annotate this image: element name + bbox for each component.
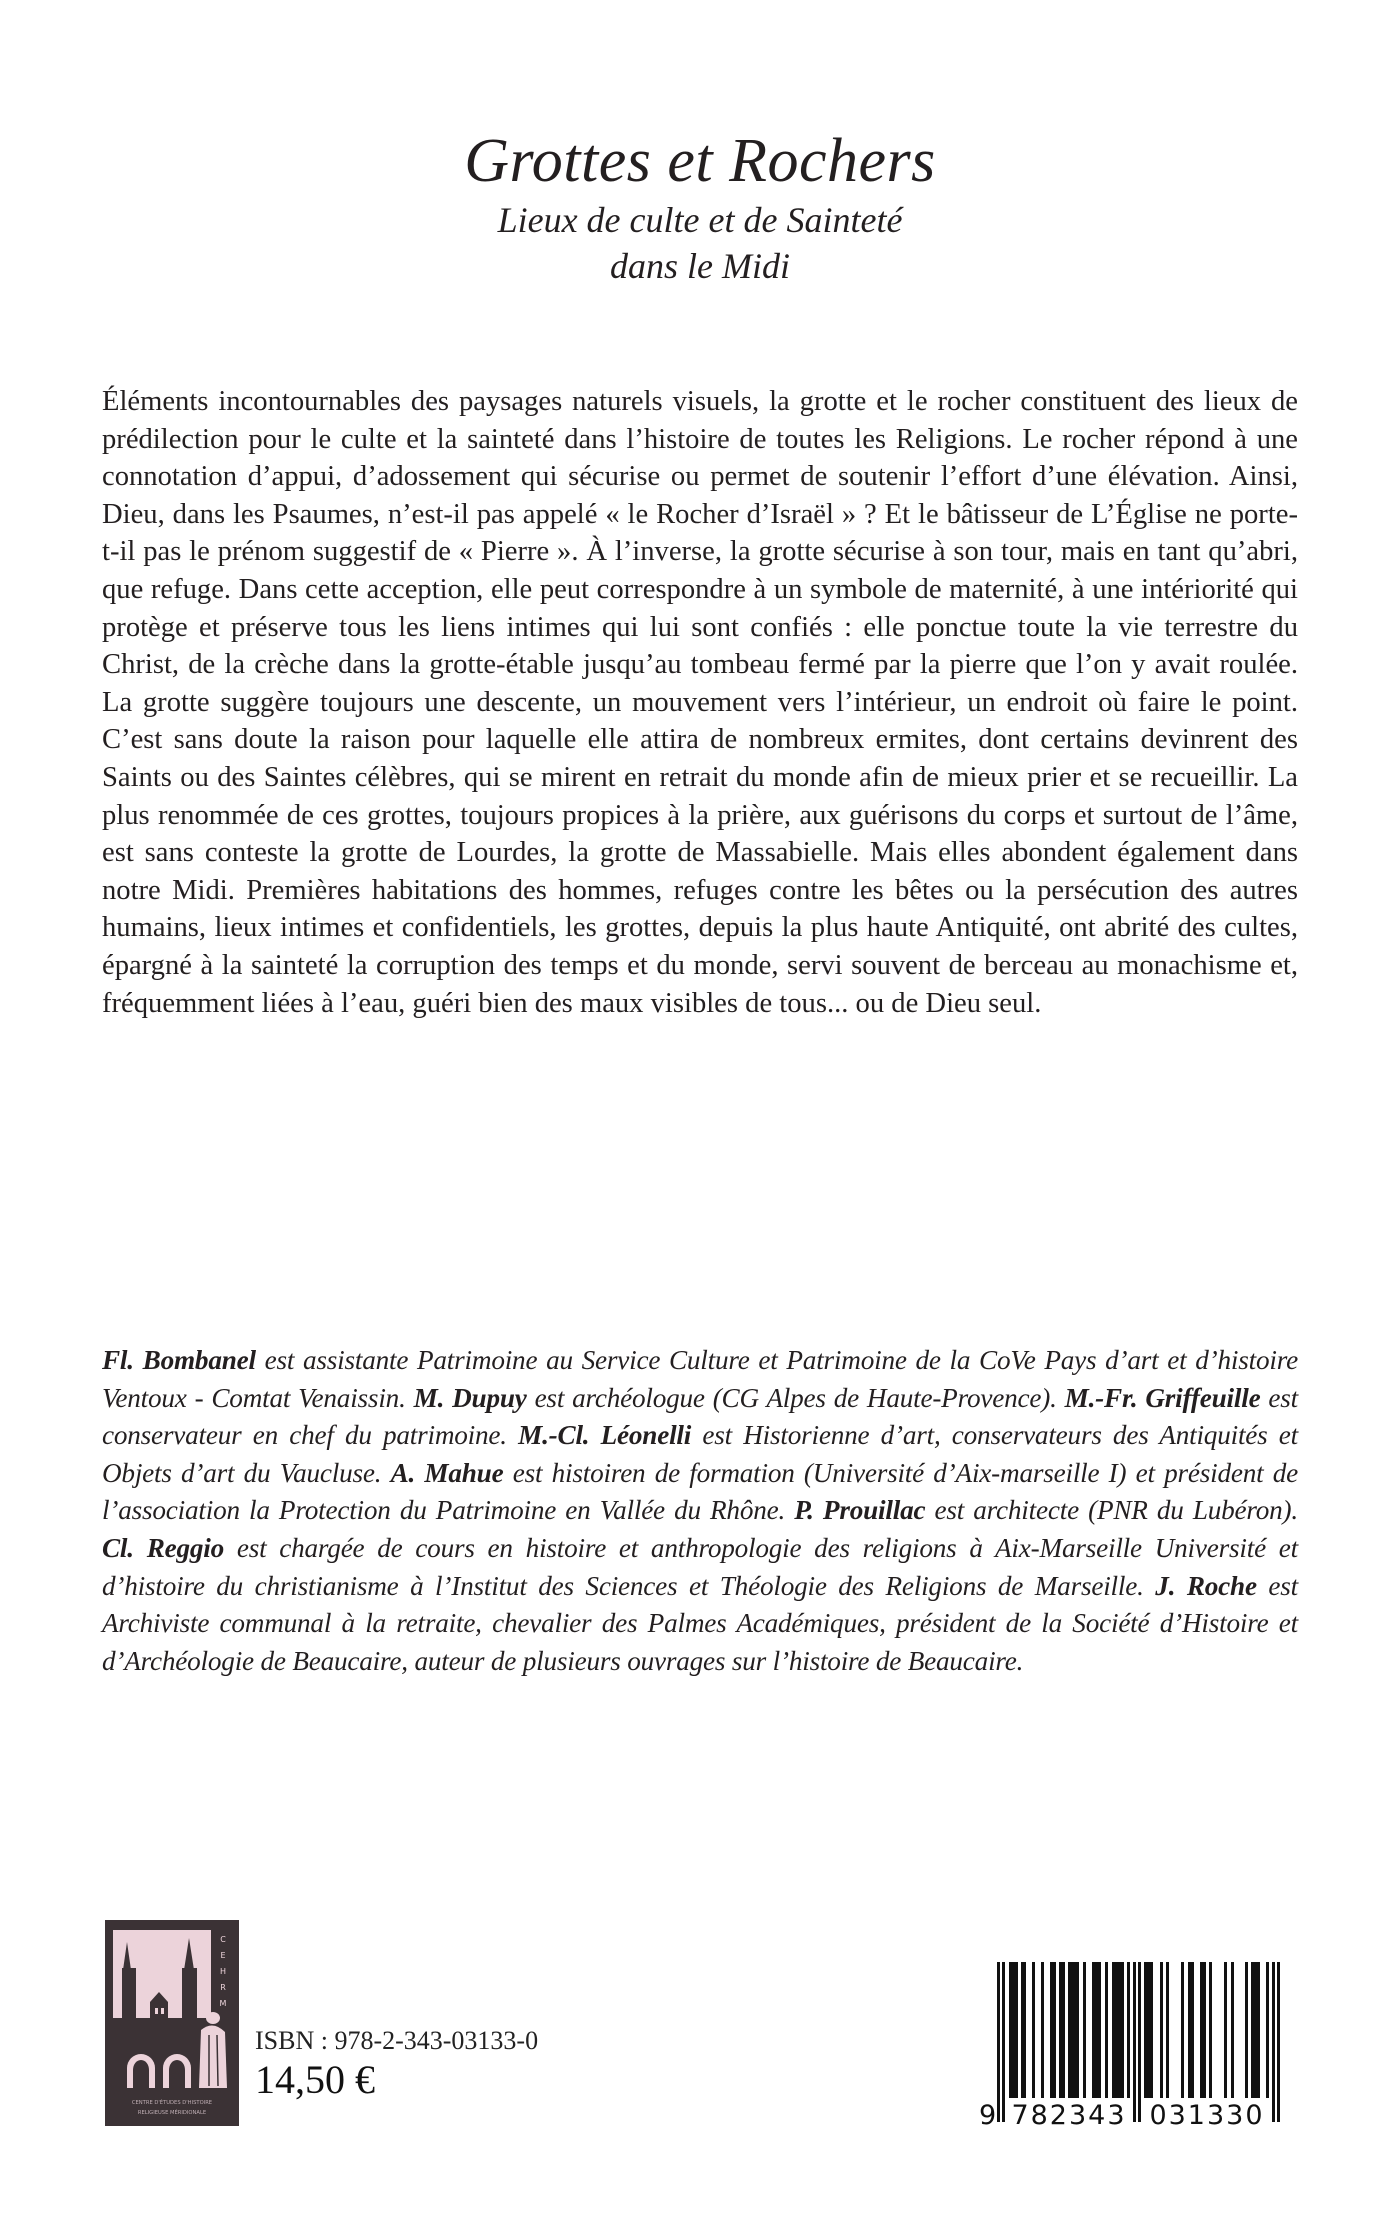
svg-text:E: E [220, 1951, 226, 1960]
author-name: J. Roche [1155, 1570, 1257, 1601]
publisher-logo [105, 1920, 239, 2126]
book-subtitle-line2: dans le Midi [610, 246, 790, 286]
book-subtitle-line1: Lieux de culte et de Sainteté [497, 200, 903, 240]
back-cover-blurb: Éléments incontournables des paysages naturels visuels, la grotte et le rocher constituent des lieux de prédilection pour le culte et la sainteté dans l’histoire de toutes les Religions. Le rocher répond à une connotation d’appui, d’adossement qui sécurise ou permet de soutenir l’effort d’une élévation. Ainsi, Dieu, dans les Psaumes, n’est-il pas appelé « le Rocher d’Israël » ? Et le bâtisseur de L’Église ne porte-t-il pas le prénom suggestif de « Pierre ». À l’inverse, la grotte sécurise à son tour, mais en tant qu’abri, que refuge. Dans cette acception, elle peut correspondre à un symbole de maternité, à une intériorité qui protège et préserve tous les liens intimes qui lui sont confiés : elle ponctue toute la vie terrestre du Christ, de la crèche dans la grotte-étable jusqu’au tombeau fermé par la pierre que l’on y avait roulée. La grotte suggère toujours une descente, un mouvement vers l’intérieur, un endroit où faire le point. C’est sans doute la raison pour laquelle elle attira de nombreux ermites, dont certains devinrent des Saints ou des Saintes célèbres, qui se mirent en retrait du monde afin de mieux prier et se recueillir. La plus renommée de ces grottes, toujours propices à la prière, aux guérisons du corps et surtout de l’âme, est sans conteste la grotte de Lourdes, la grotte de Massabielle. Mais elles abondent également dans notre Midi. Premières habitations des hommes, refuges contre les bêtes ou la persécution des autres humains, lieux intimes et confidentiels, les grottes, depuis la plus haute Antiquité, ont abrité des cultes, épargné à la sainteté la corruption des temps et du monde, servi souvent de berceau au monachisme et, fréquemment liées à l’eau, guéri bien des maux visibles de tous... ou de Dieu seul. [102, 386, 1298, 1019]
title-block [0, 125, 1400, 289]
svg-text:R: R [220, 1983, 226, 1992]
author-bio: est chargée de cours en histoire et anthropologie des religions à Aix-Marseille Université et d’histoire du christianisme à l’Institut des Sciences et Théologie des Religions de Marseille. [102, 1532, 1299, 1601]
author-name: A. Mahue [390, 1457, 504, 1488]
author-bio: est archéologue (CG Alpes de Haute-Provence). [526, 1382, 1065, 1413]
author-bio: est architecte (PNR du Lubéron). [925, 1495, 1298, 1526]
author-name: M.-Cl. Léonelli [518, 1420, 692, 1451]
isbn-label: ISBN : 978-2-343-03133-0 [255, 2026, 539, 2055]
logo-caption-line1: CENTRE D'ÉTUDES D'HISTOIRE [131, 2100, 213, 2106]
author-bio: est Archiviste communal à la retraite, chevalier des Palmes Académiques, président de la Société d’Histoire et d’Archéologie de Beaucaire, auteur de plusieurs ouvrages sur l’histoire de Beaucaire. [102, 1570, 1298, 1676]
author-name: P. Prouillac [794, 1495, 926, 1526]
barcode-left-digits: 782343 [1011, 2100, 1127, 2131]
author-name: M. Dupuy [413, 1382, 527, 1413]
author-bio: est assistante Patrimoine au Service Culture et Patrimoine de la CoVe Pays d’art et d’histoire Ventoux - Comtat Venaissin. [102, 1345, 1298, 1413]
ean13-barcode-icon [975, 1958, 1305, 2143]
svg-text:M: M [219, 1999, 227, 2008]
book-title: Grottes et Rochers [464, 127, 936, 195]
author-name: Cl. Reggio [102, 1532, 225, 1563]
barcode [975, 1958, 1305, 2143]
author-bio: est histoiren de formation (Université d’Aix-marseille I) et président de l’association la Protection du Patrimoine en Vallée du Rhône. [102, 1457, 1298, 1526]
svg-text:H: H [219, 1967, 227, 1976]
logo-vertical-text: C [220, 1935, 226, 1944]
price-label: 14,50 € [255, 2057, 375, 2102]
barcode-first-digit: 9 [979, 2100, 997, 2131]
author-bio: est conservateur en chef du patrimoine. [102, 1382, 1298, 1451]
cathedral-logo-icon [105, 1920, 239, 2126]
author-name: Fl. Bombanel [102, 1345, 256, 1375]
author-bio: est Historienne d’art, conservateurs des Antiquités et Objets d’art du Vaucluse. [102, 1420, 1298, 1488]
author-name: M.-Fr. Griffeuille [1064, 1382, 1261, 1413]
author-bios [102, 1342, 1298, 1680]
logo-caption-line2: RELIGIEUSE MÉRIDIONALE [137, 2110, 207, 2116]
barcode-right-digits: 031330 [1149, 2100, 1265, 2131]
